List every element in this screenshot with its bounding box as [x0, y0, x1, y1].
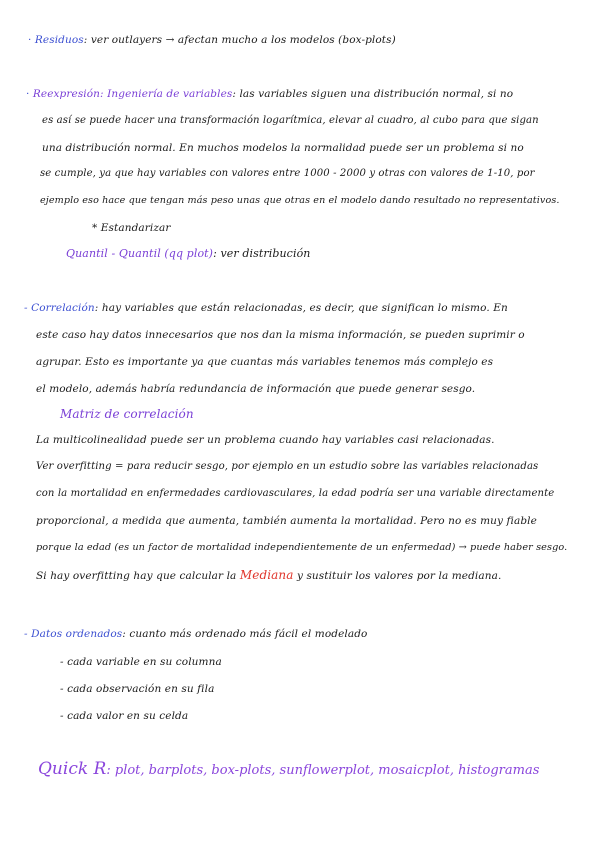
correlacion-heading: Correlación — [31, 302, 95, 314]
reexpresion-text-4: ejemplo eso hace que tengan más peso unas que otras en el modelo dando resultado no representativos. — [40, 195, 560, 206]
multi-text-3: proporcional, a medida que aumenta, también aumenta la mortalidad. Pero no es muy fiable — [36, 515, 537, 527]
reexpresion-text-1: es así se puede hacer una transformación logarítmica, elevar al cuadro, al cubo para que sigan — [42, 115, 539, 126]
quick-r-text: : plot, barplots, box-plots, sunflowerplot, mosaicplot, histogramas — [106, 763, 540, 778]
correlacion-bullet: - — [24, 302, 28, 314]
overfitting-text-post: y sustituir los valores por la mediana. — [296, 570, 502, 582]
datos-line — [24, 626, 367, 642]
multi-line-1 — [36, 432, 495, 448]
multi-text-2: con la mortalidad en enfermedades cardiovasculares, la edad podría ser una variable directamente — [36, 488, 555, 499]
overfitting-text-pre: Si hay overfitting hay que calcular la — [36, 570, 237, 582]
multi-line-4 — [36, 513, 537, 529]
datos-item-3 — [60, 708, 188, 724]
datos-text: : cuanto más ordenado más fácil el modelado — [122, 628, 368, 640]
datos-item-text-1: - cada observación en su fila — [60, 683, 215, 695]
datos-heading: Datos ordenados — [31, 628, 123, 640]
overfitting-line — [36, 567, 501, 584]
residuos-bullet: · — [28, 34, 32, 46]
correlacion-line-3 — [36, 354, 493, 370]
datos-item-2 — [60, 681, 214, 697]
quick-r-heading: Quick R — [38, 759, 107, 779]
matriz-correlacion-heading: Matriz de correlación — [60, 407, 194, 421]
multi-text-1: Ver overfitting = para reducir sesgo, por ejemplo en un estudio sobre las variables relacionadas — [36, 461, 539, 472]
multi-line-2 — [36, 459, 538, 475]
reexpresion-text-2: una distribución normal. En muchos modelos la normalidad puede ser un problema si no — [42, 142, 524, 154]
multi-text-0: La multicolinealidad puede ser un problema cuando hay variables casi relacionadas. — [36, 434, 495, 446]
reexpresion-text-3: se cumple, ya que hay variables con valores entre 1000 - 2000 y otras con valores de 1-10, por — [40, 168, 535, 179]
ingenieria-variables-heading: Ingeniería de variables — [107, 88, 233, 100]
correlacion-text-0: : hay variables que están relacionadas, es decir, que significan lo mismo. En — [94, 302, 508, 314]
residuos-heading: Residuos — [34, 34, 84, 46]
reexpresion-line-2 — [42, 113, 539, 129]
qq-text: : ver distribución — [213, 247, 311, 260]
correlacion-text-2: agrupar. Esto es importante ya que cuantas más variables tenemos más complejo es — [36, 356, 494, 368]
mediana-highlight: Mediana — [239, 568, 294, 582]
multi-line-3 — [36, 486, 554, 502]
correlacion-text-1: este caso hay datos innecesarios que nos dan la misma información, se pueden suprimir o — [36, 329, 525, 341]
estandarizar-text: * Estandarizar — [92, 222, 171, 234]
quick-r-line — [38, 758, 539, 782]
reexpresion-line-1 — [26, 86, 513, 102]
correlacion-text-3: el modelo, además habría redundancia de información que puede generar sesgo. — [36, 383, 476, 395]
correlacion-line-2 — [36, 327, 525, 343]
residuos-line — [28, 32, 396, 48]
datos-item-text-2: - cada valor en su celda — [60, 710, 189, 722]
qq-plot-heading: Quantil - Quantil (qq plot) — [66, 247, 214, 260]
reexpresion-line-3 — [42, 140, 524, 156]
correlacion-line-1 — [24, 300, 508, 316]
residuos-text: : ver outlayers → afectan mucho a los modelos (box-plots) — [83, 34, 396, 46]
multi-text-4: porque la edad (es un factor de mortalidad independientemente de un enfermedad) → puede haber sesgo. — [36, 542, 568, 553]
datos-item-text-0: - cada variable en su columna — [60, 656, 222, 668]
datos-item-1 — [60, 654, 222, 670]
reexpresion-line-5 — [40, 193, 560, 209]
qq-line — [66, 246, 310, 262]
reexpresion-text-0: : las variables siguen una distribución normal, si no — [232, 88, 514, 100]
reexpresion-colon: : — [100, 88, 104, 100]
reexpresion-heading: Reexpresión — [32, 88, 101, 100]
multi-line-5 — [36, 540, 567, 556]
correlacion-line-4 — [36, 381, 475, 397]
estandarizar-line — [92, 220, 170, 236]
reexpresion-bullet: · — [26, 88, 30, 100]
datos-bullet: - — [24, 628, 28, 640]
reexpresion-line-4 — [40, 166, 535, 182]
